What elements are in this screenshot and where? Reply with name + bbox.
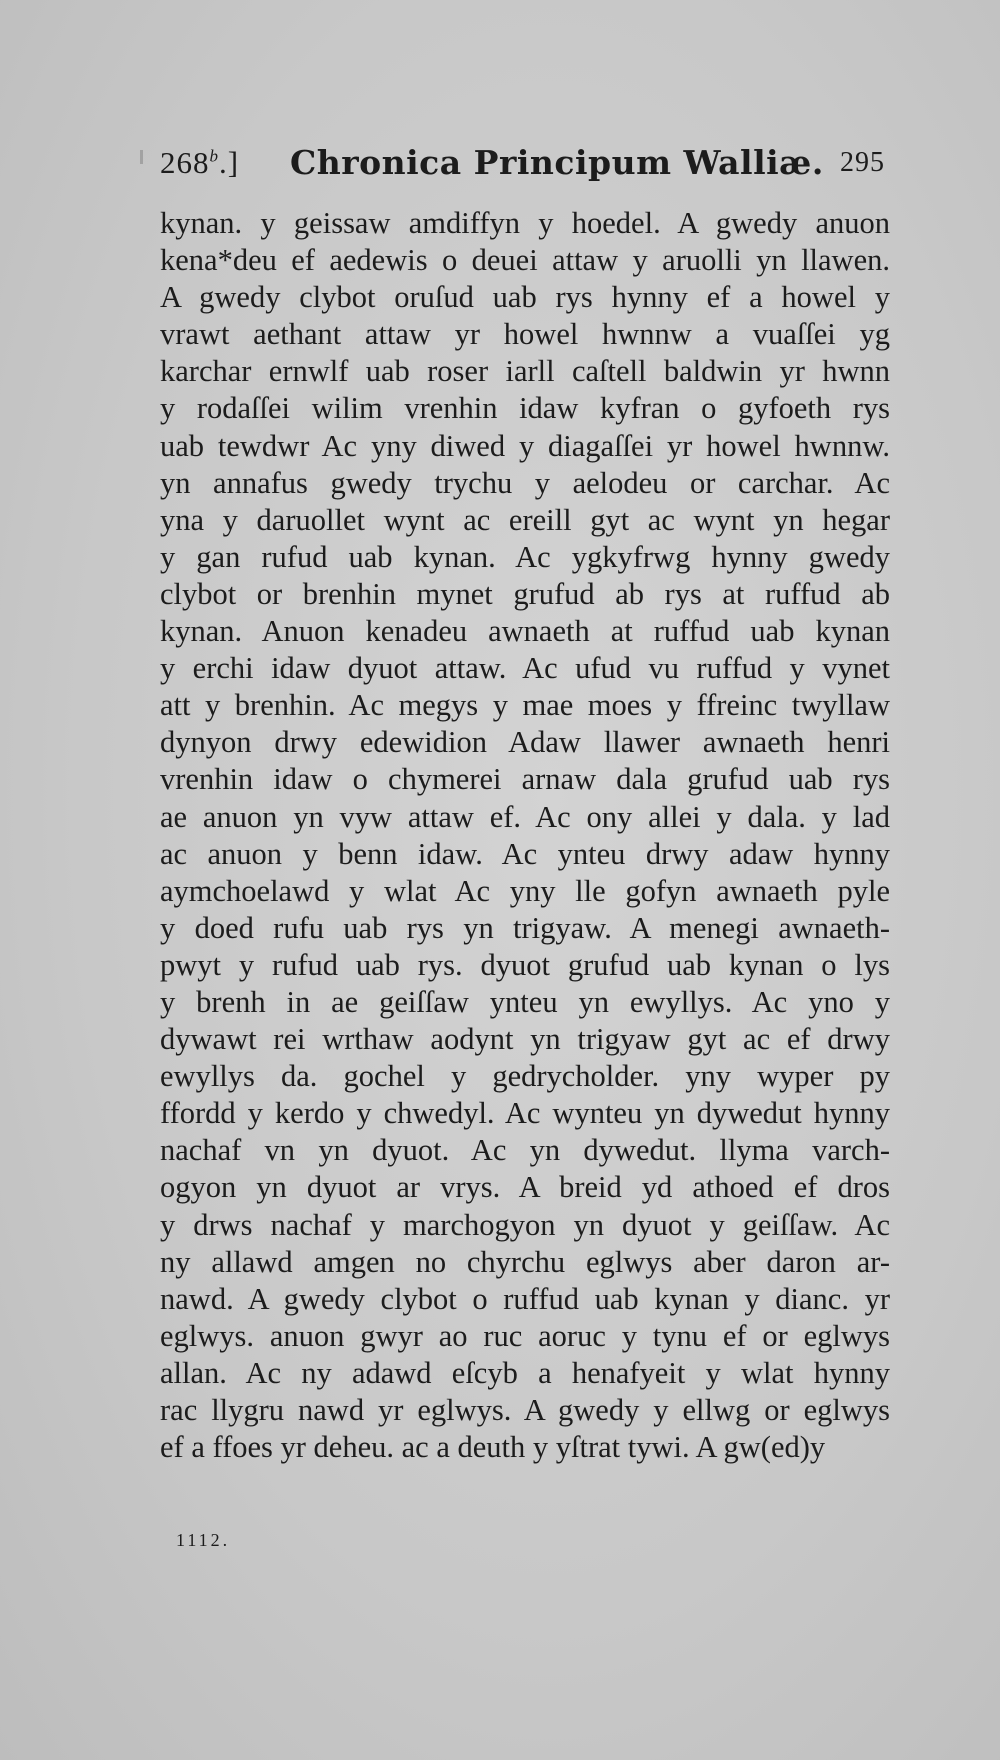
text-line: vrenhin idaw o chymerei arnaw dala grufud uab rys [160,762,890,797]
text-line: uab tewdwr Ac yny diwed y diagaſſei yr howel hwnnw. [160,428,890,463]
text-line: vrawt aethant attaw yr howel hwnnw a vuaſſei yg [160,317,890,352]
page-number: 295 [840,147,885,178]
text-line: nawd. A gwedy clybot o ruffud uab kynan y dianc. yr [160,1281,890,1316]
text-line: ogyon yn dyuot ar vrys. A breid yd athoed ef dros [160,1170,890,1205]
text-line: clybot or brenhin mynet grufud ab rys at ruffud ab [160,576,890,611]
text-line: kynan. Anuon kenadeu awnaeth at ruffud uab kynan [160,614,890,649]
text-line: att y brenhin. Ac megys y mae moes y ffreinc twyllaw [160,688,890,723]
text-line: yna y daruollet wynt ac ereill gyt ac wynt yn hegar [160,502,890,537]
text-line: aymchoelawd y wlat Ac yny lle gofyn awnaeth pyle [160,873,890,908]
text-line: kynan. y geissaw amdiffyn y hoedel. A gwedy anuon [160,206,890,240]
text-line: yn annafus gwedy trychu y aelodeu or carchar. Ac [160,465,890,500]
text-line: ewyllys da. gochel y gedrycholder. yny wyper py [160,1059,890,1094]
text-line: ef a ffoes yr deheu. ac a deuth y yſtrat tywi. A gw(ed)y [160,1430,826,1465]
text-line: ac anuon y benn idaw. Ac ynteu drwy adaw hynny [160,836,890,871]
margin-mark [140,150,143,164]
text-line: y brenh in ae geiſſaw ynteu yn ewyllys. Ac yno y [160,984,890,1019]
text-line: pwyt y rufud uab rys. dyuot grufud uab kynan o lys [160,947,890,982]
chronicle-text [160,205,890,1466]
text-line: rac llygru nawd yr eglwys. A gwedy y ellwg or eglwys [160,1393,890,1427]
page-header [160,145,885,195]
text-line: y drws nachaf y marchogyon yn dyuot y geiſſaw. Ac [160,1207,890,1242]
text-line: karchar ernwlf uab roser iarll caſtell baldwin yr hwnn [160,354,890,389]
text-line: dywawt rei wrthaw aodynt yn trigyaw gyt ac ef drwy [160,1022,890,1057]
text-line: y erchi idaw dyuot attaw. Ac ufud vu ruffud y vynet [160,651,890,686]
text-line: y gan rufud uab kynan. Ac ygkyfrwg hynny gwedy [160,539,890,574]
text-line: y doed rufu uab rys yn trigyaw. A menegi awnaeth- [160,910,890,945]
year-footnote: 1112. [176,1530,231,1550]
folio-reference: 268$^b$.] [160,145,240,180]
text-line: ffordd y kerdo y chwedyl. Ac wynteu yn dywedut hynny [160,1096,890,1131]
text-line: kena*deu ef aedewis o deuei attaw y aruolli yn llawen. [160,243,890,278]
running-title: Chronica Principum Walliæ. [290,143,824,182]
text-line: y rodaſſei wilim vrenhin idaw kyfran o gyfoeth rys [160,391,890,426]
text-line: allan. Ac ny adawd eſcyb a henafyeit y wlat hynny [160,1355,890,1390]
text-line: nachaf vn yn dyuot. Ac yn dywedut. llyma varch- [160,1133,890,1168]
text-line: eglwys. anuon gwyr ao ruc aoruc y tynu ef or eglwys [160,1318,890,1353]
text-line: ny allawd amgen no chyrchu eglwys aber daron ar- [160,1244,890,1279]
text-line: dynyon drwy edewidion Adaw llawer awnaeth henri [160,725,890,760]
text-line: ae anuon yn vyw attaw ef. Ac ony allei y dala. y lad [160,799,890,834]
text-line: A gwedy clybot oruſud uab rys hynny ef a howel y [160,280,890,315]
